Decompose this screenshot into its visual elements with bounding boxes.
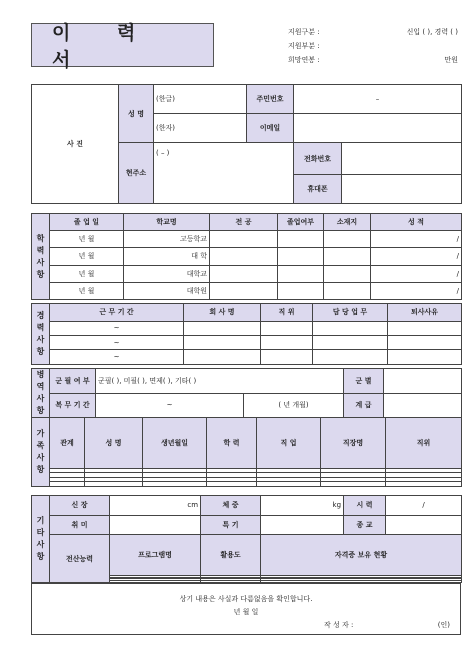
career-reason[interactable] <box>388 321 462 335</box>
height-field[interactable]: cm <box>110 496 201 516</box>
edu-header-grade: 성 적 <box>371 214 462 231</box>
edu-major[interactable] <box>210 265 278 282</box>
address-label: 현주소 <box>119 143 154 204</box>
career-company[interactable] <box>184 321 261 335</box>
name-label: 성 명 <box>119 85 154 143</box>
religion-label: 종 교 <box>344 515 386 535</box>
family-header-relation: 관계 <box>50 418 85 469</box>
edu-location[interactable] <box>324 231 371 248</box>
family-header-name: 성 명 <box>85 418 143 469</box>
career-position[interactable] <box>261 321 313 335</box>
confirmation-statement: 상기 내용은 사실과 다름없음을 확인합니다. <box>179 595 313 603</box>
edu-location[interactable] <box>324 265 371 282</box>
personal-info-table <box>31 84 462 204</box>
family-header-job: 직 업 <box>257 418 321 469</box>
edu-graduated[interactable] <box>278 231 324 248</box>
career-position[interactable] <box>261 350 313 365</box>
family-cell[interactable] <box>321 482 386 487</box>
career-header-company: 회 사 명 <box>184 304 261 322</box>
military-status-field[interactable]: 군필( ), 미필( ), 면제( ), 기타( ) <box>96 369 344 394</box>
career-reason[interactable] <box>388 350 462 365</box>
hobby-field[interactable] <box>110 515 201 535</box>
edu-date[interactable]: 년 월 <box>50 265 124 282</box>
military-section-label: 병 역 사 항 <box>32 369 50 418</box>
career-table <box>31 303 462 365</box>
career-header-position: 직 위 <box>261 304 313 322</box>
license-header: 자격증 보유 현황 <box>261 535 462 576</box>
edu-header-location: 소재지 <box>324 214 371 231</box>
edu-school[interactable]: 대학교 <box>124 265 210 282</box>
military-branch-field[interactable] <box>384 369 462 394</box>
career-position[interactable] <box>261 336 313 350</box>
edu-school[interactable]: 대 학 <box>124 248 210 265</box>
edu-date[interactable]: 년 월 <box>50 231 124 248</box>
edu-header-graduated: 졸업여부 <box>278 214 324 231</box>
other-info-table <box>31 495 462 583</box>
apply-field-label: 지원부분 : <box>288 42 320 50</box>
phone-field[interactable] <box>342 143 462 175</box>
education-table <box>31 213 462 300</box>
resident-no-field[interactable]: – <box>294 85 462 114</box>
edu-location[interactable] <box>324 248 371 265</box>
military-branch-label: 군 별 <box>344 369 384 394</box>
height-label: 신 장 <box>50 496 110 516</box>
career-period[interactable]: ~ <box>50 350 184 365</box>
family-section-label: 가 족 사 항 <box>32 418 50 487</box>
family-cell[interactable] <box>85 482 143 487</box>
family-cell[interactable] <box>207 482 257 487</box>
weight-label: 체 중 <box>201 496 261 516</box>
email-label: 이메일 <box>247 114 294 143</box>
other-section-label: 기 타 사 항 <box>32 496 50 583</box>
military-months-field[interactable]: ( 년 개월) <box>244 393 344 418</box>
phone-label: 전화번호 <box>294 143 342 175</box>
edu-grade[interactable]: / <box>371 265 462 282</box>
edu-grade[interactable]: / <box>371 282 462 299</box>
career-section-label: 경 력 사 항 <box>32 304 50 365</box>
specialty-field[interactable] <box>261 515 344 535</box>
edu-graduated[interactable] <box>278 248 324 265</box>
family-cell[interactable] <box>50 482 85 487</box>
edu-header-school: 학교명 <box>124 214 210 231</box>
weight-field[interactable]: kg <box>261 496 344 516</box>
career-header-period: 근 무 기 간 <box>50 304 184 322</box>
photo-area[interactable]: 사 진 <box>32 85 119 204</box>
career-company[interactable] <box>184 336 261 350</box>
military-status-label: 군 필 여 부 <box>50 369 96 394</box>
edu-graduated[interactable] <box>278 265 324 282</box>
mobile-field[interactable] <box>342 174 462 203</box>
family-cell[interactable] <box>257 482 321 487</box>
writer-label: 작 성 자 : <box>324 621 354 629</box>
edu-header-date: 졸 업 일 <box>50 214 124 231</box>
desired-salary-unit: 만원 <box>444 56 458 64</box>
family-header-birth: 생년월일 <box>143 418 207 469</box>
specialty-label: 특 기 <box>201 515 261 535</box>
program-header: 프로그램명 <box>110 535 201 576</box>
email-field[interactable] <box>294 114 462 143</box>
career-header-duty: 담 당 업 무 <box>313 304 388 322</box>
seal-mark[interactable]: (인) <box>437 621 450 629</box>
name-hangul-field[interactable]: (한글) <box>154 85 247 114</box>
career-duty[interactable] <box>313 321 388 335</box>
eyesight-field[interactable]: / <box>386 496 462 516</box>
edu-major[interactable] <box>210 231 278 248</box>
application-meta <box>288 25 458 67</box>
military-period-label: 복 무 기 간 <box>50 393 96 418</box>
document-title: 이 력 서 <box>31 23 214 67</box>
religion-field[interactable] <box>386 515 462 535</box>
edu-header-major: 전 공 <box>210 214 278 231</box>
career-duty[interactable] <box>313 336 388 350</box>
apply-type-value[interactable]: 신입 ( ), 경력 ( ) <box>406 28 458 36</box>
edu-major[interactable] <box>210 248 278 265</box>
edu-school[interactable]: 고등학교 <box>124 231 210 248</box>
edu-grade[interactable]: / <box>371 231 462 248</box>
family-header-education: 학 력 <box>207 418 257 469</box>
career-period[interactable]: ~ <box>50 321 184 335</box>
date-line[interactable]: 년 월 일 <box>233 608 259 616</box>
hobby-label: 취 미 <box>50 515 110 535</box>
edu-location[interactable] <box>324 282 371 299</box>
career-company[interactable] <box>184 350 261 365</box>
family-header-position: 직위 <box>386 418 462 469</box>
military-rank-field[interactable] <box>384 393 462 418</box>
skill-level-header: 활용도 <box>201 535 261 576</box>
career-reason[interactable] <box>388 336 462 350</box>
edu-date[interactable]: 년 월 <box>50 248 124 265</box>
career-header-reason: 퇴사사유 <box>388 304 462 322</box>
family-table <box>31 417 462 487</box>
edu-date[interactable]: 년 월 <box>50 282 124 299</box>
eyesight-label: 시 력 <box>344 496 386 516</box>
apply-type-label: 지원구분 : <box>288 28 320 36</box>
family-cell[interactable] <box>143 482 207 487</box>
desired-salary-label: 희망연봉 : <box>288 56 320 64</box>
military-table <box>31 368 462 418</box>
mobile-label: 휴대폰 <box>294 174 342 203</box>
name-hanja-field[interactable]: (한자) <box>154 114 247 143</box>
career-duty[interactable] <box>313 350 388 365</box>
footer-box <box>31 583 461 635</box>
career-period[interactable]: ~ <box>50 336 184 350</box>
edu-grade[interactable]: / <box>371 248 462 265</box>
resident-no-label: 주민번호 <box>247 85 294 114</box>
family-header-workplace: 직장명 <box>321 418 386 469</box>
edu-major[interactable] <box>210 282 278 299</box>
edu-school[interactable]: 대학원 <box>124 282 210 299</box>
edu-graduated[interactable] <box>278 282 324 299</box>
computer-skill-label: 전산능력 <box>50 535 110 583</box>
education-section-label: 학 력 사 항 <box>32 214 50 300</box>
address-field[interactable]: ( – ) <box>154 143 294 204</box>
military-period-field[interactable]: ~ <box>96 393 244 418</box>
family-cell[interactable] <box>386 482 462 487</box>
military-rank-label: 계 급 <box>344 393 384 418</box>
